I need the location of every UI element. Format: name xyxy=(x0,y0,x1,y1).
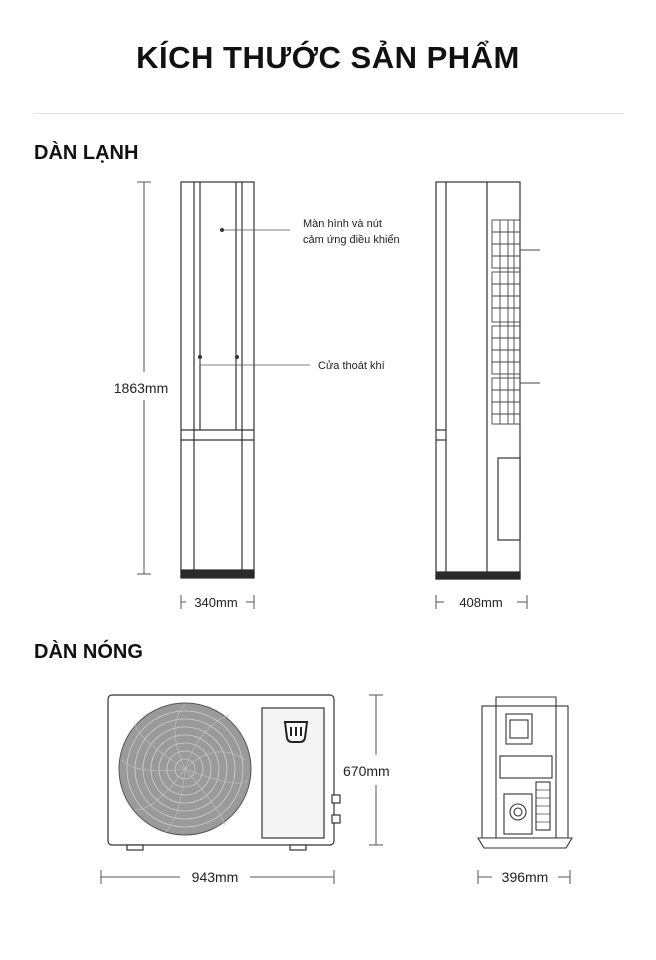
outdoor-depth-label: 396mm xyxy=(501,869,549,885)
page-title: KÍCH THƯỚC SẢN PHẨM xyxy=(136,40,520,75)
screen-point-marker xyxy=(220,228,224,232)
fan-grille xyxy=(119,703,251,835)
indoor-height-label: 1863mm xyxy=(113,380,169,396)
outdoor-height-label: 670mm xyxy=(343,763,390,779)
mi-logo-icon xyxy=(285,722,307,742)
indoor-front-width-label: 340mm xyxy=(194,595,238,610)
indoor-side-depth-label: 408mm xyxy=(459,595,503,610)
outdoor-width-label: 943mm xyxy=(191,869,239,885)
vent-point-marker-right xyxy=(235,355,239,359)
indoor-side-view xyxy=(436,182,520,579)
outdoor-side-view xyxy=(478,697,572,848)
callout-vent: Cửa thoát khí xyxy=(318,360,385,372)
outdoor-section-title: DÀN NÓNG xyxy=(34,641,143,663)
indoor-height-dimension xyxy=(137,182,151,574)
callout-screen-line2: cảm ứng điều khiển xyxy=(303,234,400,246)
indoor-section-title: DÀN LẠNH xyxy=(34,142,139,164)
callout-screen-line1: Màn hình và nút xyxy=(303,218,382,230)
indoor-front-view xyxy=(181,182,254,578)
vent-point-marker-left xyxy=(198,355,202,359)
